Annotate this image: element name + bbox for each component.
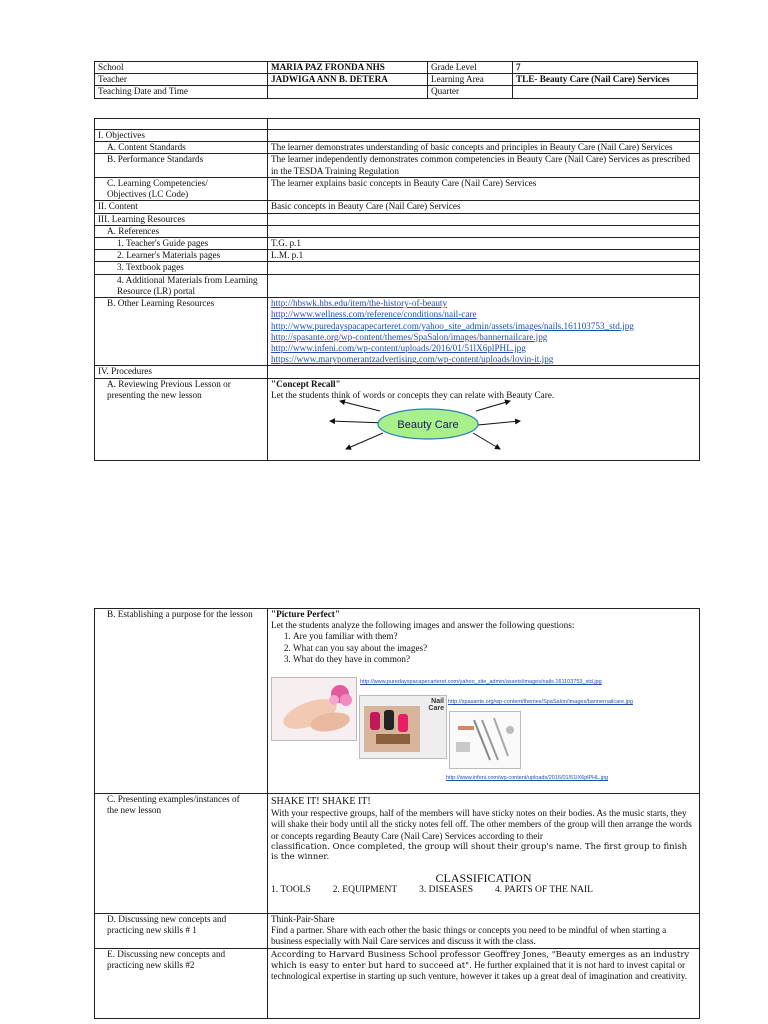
procC-text1: With your respective groups, half of the members will have sticky notes on their bodies. As the music starts, they will shake their body until all the sticky notes fell off. The other members of the group will then arrange the words or concepts regarding Beauty Care (Nail Care) Services according to their — [271, 808, 692, 841]
ref2-label: 2. Learner's Materials pages — [95, 250, 268, 262]
blank-left — [95, 119, 268, 130]
classification-title: CLASSIFICATION — [435, 870, 532, 885]
nail-care-logo: Nail Care — [428, 698, 444, 712]
arrow-6 — [473, 433, 500, 449]
procA-label: A. Reviewing Previous Lesson or presenting the new lesson — [95, 378, 268, 460]
competencies-label: C. Learning Competencies/ Objectives (LC Code) — [95, 177, 268, 200]
plan-table — [94, 118, 700, 461]
procE-label: E. Discussing new concepts and practicing new skills #2 — [95, 948, 268, 1018]
class-item: 2. EQUIPMENT — [332, 885, 398, 896]
objectives-value — [268, 130, 700, 142]
procD-label: D. Discussing new concepts and practicing new skills # 1 — [95, 914, 268, 949]
arrow-4 — [476, 401, 510, 411]
procE-text1: According to Harvard Business School professor Geoffrey Jones, "Beauty emerges as an industry which is easy to enter but hard to succeed at". — [271, 949, 690, 972]
concept-web-diagram — [328, 399, 528, 459]
procedures-value — [268, 366, 700, 378]
teacher-label: Teacher — [95, 74, 268, 86]
classification-row — [271, 885, 696, 897]
procE-text2: He further explained that it is not hard to invest capital or technological expertise in starting up such venture, however it takes up a great deal of imagination and creativity. — [271, 960, 688, 982]
references-label: A. References — [95, 225, 268, 237]
resource-link[interactable]: http://spasante.org/wp-content/themes/SpaSalon/images/bannernailcare.jpg — [271, 331, 548, 342]
competencies-value: The learner explains basic concepts in Beauty Care (Nail Care) Services — [268, 177, 700, 200]
performance-value: The learner independently demonstrates common competencies in Beauty Care (Nail Care) Services as prescribed in the TESDA Training Regulation — [268, 154, 700, 177]
content-label: II. Content — [95, 201, 268, 213]
procC-title: SHAKE IT! SHAKE IT! — [271, 796, 371, 807]
arrow-3 — [346, 433, 383, 449]
class-item: 3. DISEASES — [419, 885, 474, 896]
blank-right — [268, 119, 700, 130]
question-item: 1. Are you familiar with them? — [293, 631, 696, 642]
ref1-value: T.G. p.1 — [268, 237, 700, 249]
resource-link[interactable]: http://hbswk.hbs.edu/item/the-history-of-beauty — [271, 298, 448, 309]
school-label: School — [95, 62, 268, 74]
procD-title: Think-Pair-Share — [271, 914, 335, 924]
question-list — [271, 631, 696, 665]
procE-content — [268, 948, 700, 1018]
procA-title: "Concept Recall" — [271, 378, 341, 389]
date-label: Teaching Date and Time — [95, 86, 268, 98]
other-resources-links — [268, 298, 700, 366]
ref3-value — [268, 262, 700, 274]
procD-content — [268, 914, 700, 949]
plan-table-2 — [94, 608, 700, 1019]
quarter-value — [513, 86, 698, 98]
nails-photo — [271, 677, 357, 741]
nail-care-photo — [359, 695, 447, 759]
ref4-value — [268, 274, 700, 297]
resources-label: III. Learning Resources — [95, 213, 268, 225]
procB-title: "Picture Perfect" — [271, 609, 340, 619]
concept-center-label: Beauty Care — [397, 418, 459, 431]
class-item: 1. TOOLS — [271, 885, 311, 896]
image-link-3[interactable]: http://www.infeni.com/wp-content/uploads/2016/01/51lX6plPHL.jpg — [446, 775, 609, 781]
school-value: MARIA PAZ FRONDA NHS — [268, 62, 428, 74]
ref3-label: 3. Textbook pages — [95, 262, 268, 274]
tools-photo — [449, 711, 521, 769]
other-resources-label: B. Other Learning Resources — [95, 298, 268, 366]
date-value — [268, 86, 428, 98]
procC-label: C. Presenting examples/instances of the new lesson — [95, 794, 268, 914]
procB-text: Let the students analyze the following images and answer the following questions: — [271, 620, 575, 631]
content-standards-label: A. Content Standards — [95, 142, 268, 154]
content-value: Basic concepts in Beauty Care (Nail Care) Services — [268, 201, 700, 213]
objectives-label: I. Objectives — [95, 130, 268, 142]
grade-value: 7 — [513, 62, 698, 74]
class-item: 4. PARTS OF THE NAIL — [495, 885, 593, 896]
header-table — [94, 61, 698, 99]
resources-value — [268, 213, 700, 225]
resource-link[interactable]: http://www.infeni.com/wp-content/uploads/2016/01/51lX6plPHL.jpg — [271, 342, 526, 353]
tools-illustration — [450, 712, 520, 768]
hands-illustration — [272, 678, 356, 740]
image-link-1[interactable]: http://www.puredayspacapecarteret.com/yahoo_site_admin/assets/images/nails.161103753_std.jpg — [360, 679, 602, 685]
ref1-label: 1. Teacher's Guide pages — [95, 237, 268, 249]
area-value: TLE- Beauty Care (Nail Care) Services — [513, 74, 698, 86]
quarter-label: Quarter — [428, 86, 513, 98]
arrow-1 — [340, 401, 380, 411]
resource-link[interactable]: http://www.wellness.com/reference/conditions/nail-care — [271, 309, 477, 320]
procedures-label: IV. Procedures — [95, 366, 268, 378]
procB-label: B. Establishing a purpose for the lesson — [95, 609, 268, 794]
procD-text: Find a partner. Share with each other the basic things or concepts you need to be mindful of when starting a business especially with Nail Care services and discuss it with the class. — [271, 925, 667, 947]
area-label: Learning Area — [428, 74, 513, 86]
question-item: 2. What can you say about the images? — [293, 643, 696, 654]
procC-text2: classification. Once completed, the group will shout their group's name. The first group to finish is the winner. — [271, 841, 688, 863]
resource-link[interactable]: https://www.marypomerantzadvertising.com/wp-content/uploads/lovin-it.jpg — [271, 354, 554, 365]
image-link-2[interactable]: http://spasante.org/wp-content/themes/SpaSalon/images/bannernailcare.jpg — [448, 699, 633, 705]
resource-link[interactable]: http://www.puredayspacapecarteret.com/yahoo_site_admin/assets/images/nails.161103753_std.jpg — [271, 320, 634, 331]
arrow-5 — [478, 421, 520, 425]
procA-content — [268, 378, 700, 460]
references-value — [268, 225, 700, 237]
question-item: 3. What do they have in common? — [293, 654, 696, 665]
ref4-label: 4. Additional Materials from Learning Resource (LR) portal — [95, 274, 268, 297]
procB-content — [268, 609, 700, 794]
performance-label: B. Performance Standards — [95, 154, 268, 177]
content-standards-value: The learner demonstrates understanding of basic concepts and principles in Beauty Care (Nail Care) Services — [268, 142, 700, 154]
teacher-value: JADWIGA ANN B. DETERA — [268, 74, 428, 86]
ref2-value: L.M. p.1 — [268, 250, 700, 262]
grade-label: Grade Level — [428, 62, 513, 74]
procC-content — [268, 794, 700, 914]
procA-text: Let the students think of words or concepts they can relate with Beauty Care. — [271, 389, 555, 400]
